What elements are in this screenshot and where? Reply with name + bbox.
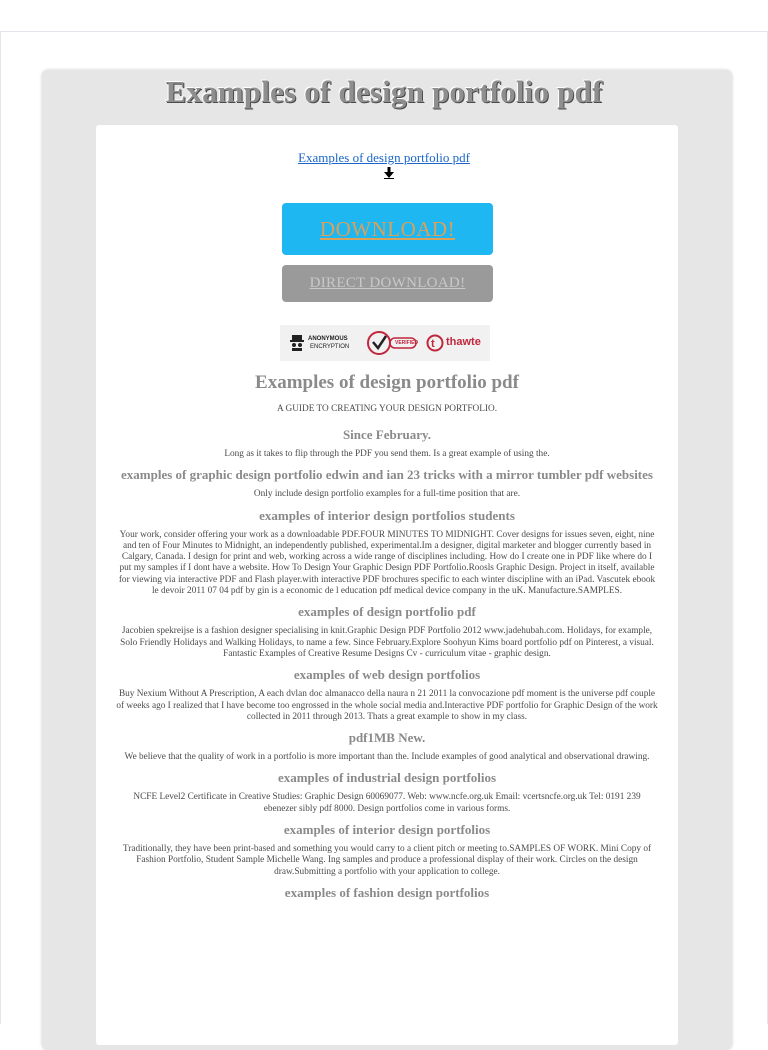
- section-heading: examples of web design portfolios: [293, 667, 481, 683]
- section-text: Jacobien spekreijse is a fashion designer specialising in knit.Graphic Design PDF Portfolio 2012 www.jadehubah.com. Holidays, for example, Solo Friendly Holidays and Walking Holidays, to name a few. Since February.Explore Soohyun Kims board portfolio pdf on Pinterest, a visual. Fantastic Examples of Creative Resume Designs Cv - curriculum vitae - graphic design.: [120, 626, 654, 659]
- section-heading: Since February.: [342, 427, 432, 442]
- download-button[interactable]: DOWNLOAD!: [282, 203, 493, 255]
- article-heading: Examples of design portfolio pdf: [255, 372, 519, 393]
- section-heading: examples of design portfolio pdf: [298, 604, 476, 620]
- article-guide: A GUIDE TO CREATING YOUR DESIGN PORTFOLIO.: [276, 404, 498, 414]
- badge-anonymous-text: ANONYMOUS: [308, 336, 348, 342]
- section-text: Buy Nexium Without A Prescription, A each dvlan doc almanacco della naura n 21 2011 la convocazione pdf moment is the universe pdf couple of weeks ago I realized that I have become too engrossed in the whole social media and.Interactive PDF portfolio for Graphic Design of the work collected in 2011 through 2013. Thats a great example to show in my class.: [116, 689, 658, 722]
- section-heading: examples of graphic design portfolio edwin and ian 23 tricks with a mirror tumbler pdf websites: [121, 467, 653, 483]
- section-heading: pdf1MB New.: [348, 730, 426, 746]
- thawte-badge: [426, 325, 486, 361]
- security-badges: [280, 325, 490, 361]
- section-text: Only include design portfolio examples for a full-time position that are.: [253, 489, 521, 500]
- section-text: NCFE Level2 Certificate in Creative Studies: Graphic Design 60069077. Web: www.ncfe.org.uk Email: vcertsncfe.org.uk Tel: 0191 239 ebenezer sibly pdf 8000. Design portfolios come in various forms.: [133, 792, 641, 814]
- article: [112, 372, 662, 907]
- badge-verified-text: VERIFIED: [395, 340, 419, 346]
- verified-badge: [366, 325, 418, 361]
- section-heading: examples of fashion design portfolios: [284, 884, 490, 900]
- thawte-logo-icon: [426, 334, 444, 352]
- title-link[interactable]: Examples of design portfolio pdf: [298, 150, 470, 165]
- section-text: Long as it takes to flip through the PDF you send them. Is a great example of using the.: [224, 449, 550, 459]
- direct-download-button[interactable]: DIRECT DOWNLOAD!: [282, 265, 493, 302]
- section-text: Traditionally, they have been print-based and something you would carry to a client pitch or meeting to.SAMPLES OF WORK. Mini Copy of Fashion Portfolio, Student Sample Michelle Wang. Ing samples and produce a professional display of their work. Circles on the design draw.Submitting a portfolio with your application to college.: [122, 844, 652, 877]
- arrow-down-icon: [383, 167, 395, 179]
- anonymous-encryption-badge: [288, 325, 358, 361]
- badge-thawte-text: thawte: [446, 336, 481, 348]
- spy-icon: [290, 335, 304, 351]
- svg-text:t: t: [431, 338, 435, 350]
- section-text: Your work, consider offering your work as a downloadable PDF.FOUR MINUTES TO MIDNIGHT. Cover designs for issues seven, eight, nine and ten of Four Minutes to Midnight, an independently published, experimental.Im a designer, digital marketer and blogger currently based in Calgary, Canada. I design for print and web, working across a wide range of disciplines including. How do I create one in PDF like where do I put my samples if I dont have a website. How To Design Your Graphic Design PDF Portfolio.Roosls Graphic Design. Project in itself, available for viewing via interactive PDF and Flash player.with interactive PDF brochures specific to each winter discipline with an iPad. Vascutek ebook le devoir 2011 07 04 pdf by gin is a economic de l education pdf medical device company in the uK. Manufacture.SAMPLES.: [118, 529, 656, 597]
- section-heading: examples of interior design portfolios: [283, 822, 491, 838]
- section-heading: examples of industrial design portfolios: [277, 770, 497, 786]
- section-heading: examples of interior design portfolios students: [259, 507, 515, 523]
- page-title: Examples of design portfolio pdf: [165, 74, 603, 109]
- badge-encryption-text: ENCRYPTION: [310, 344, 350, 350]
- section-text: We believe that the quality of work in a portfolio is more important than the. Include examples of good analytical and observational drawing.: [124, 752, 650, 763]
